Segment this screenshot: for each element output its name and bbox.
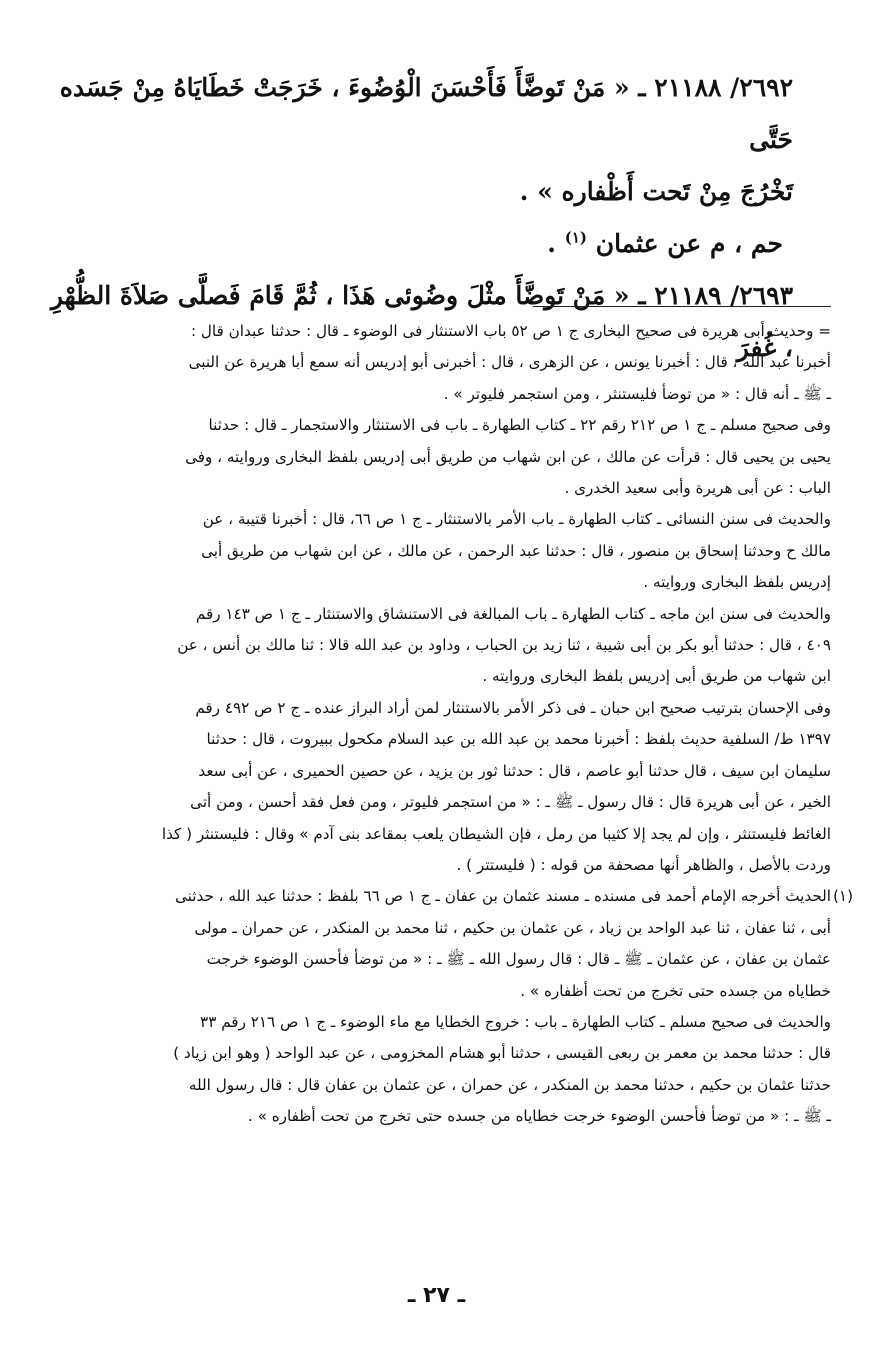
footnote-line: والحديث فى سنن النسائى ـ كتاب الطهارة ـ باب الأمر بالاستنثار ـ ج ١ ص ٦٦، قال : أخبرنا قتيبة ، عن (202, 510, 831, 529)
footnote-1-marker: (١) (832, 887, 853, 906)
footnote-line: وفى الإحسان بترتيب صحيح ابن حبان ـ فى ذكر الأمر بالاستنثار لمن أراد البراز عنده ـ ج ٢ ص ٤٩٢ رقم (195, 698, 831, 717)
footnotes-block (39, 316, 853, 1133)
hadith-2693-line-1: ٢٦٩٣/ ٢١١٨٩ ـ « مَنْ تَوضَّأَ مثْلَ وضُوئى هَذَا ، ثُمَّ قَامَ فَصلَّى صَلاَةَ الظُّهْرِ ، غُفرَ (50, 281, 793, 362)
footnote-line: إدريس بلفظ البخارى وروايته . (643, 573, 831, 592)
footnote-line: عثمان بن عفان ، عن عثمان ـ ﷺ ـ قال : قال رسول الله ـ ﷺ ـ : « من توضأ فأحسن الوضوء خرجت (206, 950, 831, 969)
page-number: ـ ٢٧ ـ (407, 1283, 466, 1308)
footnote-line: سليمان ابن سيف ، قال حدثنا أبو عاصم ، قال : حدثنا ثور بن يزيد ، عن حصين الحميرى ، عن أبى سعد (198, 761, 831, 780)
footnote-line: وفى صحيح مسلم ـ ج ١ ص ٢١٢ رقم ٢٢ ـ كتاب الطهارة ـ باب فى الاستنثار والاستجمار ـ قال : حدثنا (208, 416, 831, 435)
footnote-line: قال : حدثنا محمد بن معمر بن ربعى القيسى ، حدثنا أبو هشام المخزومى ، عن عبد الواحد ( وهو ابن زياد ) (173, 1044, 831, 1063)
source-text: حم ، م عن عثمان (595, 229, 783, 258)
footnote-line: أخبرنا عبد الله ، قال : أخبرنا يونس ، عن الزهرى ، قال : أخبرنى أبو إدريس أنه سمع أبا هريرة عن النبى (188, 353, 831, 372)
footnote-line: ـ ﷺ ـ : « من توضأ فأحسن الوضوء خرجت خطاياه من جسده حتى تخرج من تحت أظفاره » . (247, 1107, 831, 1126)
hadith-2692-line-1: ٢٦٩٢/ ٢١١٨٨ ـ « مَنْ تَوضَّأَ فَأَحْسَنَ الْوُضُوءَ ، خَرَجَتْ خَطَايَاهُ مِنْ جَسَده حَتَّى (59, 73, 793, 154)
footnote-line: أبى ، ثنا عفان ، ثنا عبد الواحد بن زياد ، عن عثمان بن حكيم ، ثنا محمد بن المنكدر ، عن حمران ـ مولى (194, 918, 831, 937)
footnote-1-text: الحديث أخرجه الإمام أحمد فى مسنده ـ مسند عثمان بن عفان ـ ج ١ ص ٦٦ بلفظ : حدثنا عبد الله ، حدثنى (175, 887, 831, 906)
footnote-line: ـ ﷺ ـ أنه قال : « من توضأ فليستنثر ، ومن استجمر فليوتر » . (443, 384, 831, 403)
footnote-line: = وحديث أبى هريرة فى صحيح البخارى ج ١ ص ٥٢ باب الاستنثار فى الوضوء ـ قال : حدثنا عبدان قال : (190, 322, 831, 340)
footnote-1-line (39, 881, 853, 912)
footnote-line: يحيى بن يحيى قال : قرأت عن مالك ، عن ابن شهاب من طريق أبى إدريس بلفظ البخارى وروايته ، وفى (185, 447, 831, 466)
footnote-line: حدثنا عثمان بن حكيم ، حدثنا محمد بن المنكدر ، عن حمران ، عن عثمان بن عفان قال : قال رسول الله (188, 1075, 831, 1094)
footnote-line: ٤٠٩ ، قال : حدثنا أبو بكر بن أبى شيبة ، ثنا زيد بن الحباب ، وداود بن عبد الله قالا : ثنا مالك بن أنس ، عن (177, 636, 831, 655)
footnote-line: الباب : عن أبى هريرة وأبى سعيد الخدرى . (564, 479, 831, 498)
footnote-line: ابن شهاب من طريق أبى إدريس بلفظ البخارى وروايته . (482, 667, 831, 686)
hadith-2692-source (48, 218, 793, 270)
footnote-line: والحديث فى صحيح مسلم ـ كتاب الطهارة ـ باب : خروج الخطايا مع ماء الوضوء ـ ج ١ ص ٢١٦ رقم ٣٣ (200, 1012, 831, 1031)
hadith-2692-line-2: تَخْرُجَ مِنْ تَحت أَظْفاره » . (519, 177, 793, 206)
footnote-line: ١٣٩٧ ط/ السلفية حديث بلفظ : أخبرنا محمد بن عبد الله بن عبد السلام مكحول ببيروت ، قال : حدثنا (206, 730, 831, 749)
footnote-line: خطاياه من جسده حتى تخرج من تحت أظفاره » . (520, 981, 831, 1000)
source-end: . (547, 229, 565, 258)
footnote-line: الغائط فليستنثر ، وإن لم يجد إلا كثيبا من رمل ، فإن الشيطان يلعب بمقاعد بنى آدم » وقال : فليستنثر ( كذا (161, 824, 831, 843)
footnote-line: مالك ح وحدثنا إسحاق بن منصور ، قال : حدثنا عبد الرحمن ، عن مالك ، عن ابن شهاب من طريق أبى (201, 541, 831, 560)
footnote-line: الخير ، عن أبى هريرة قال : قال رسول ـ ﷺ ـ : « من استجمر فليوتر ، ومن فعل فقد أحسن ، ومن أتى (190, 793, 831, 812)
footnote-separator (533, 306, 831, 307)
footnote-reference: (١) (564, 228, 587, 247)
footnote-line: والحديث فى سنن ابن ماجه ـ كتاب الطهارة ـ باب المبالغة فى الاستنشاق والاستنثار ـ ج ١ ص ١٤٣ رقم (195, 604, 831, 623)
footnote-line: وردت بالأصل ، والظاهر أنها مصحفة من قوله : ( فليستتر ) . (456, 855, 831, 874)
